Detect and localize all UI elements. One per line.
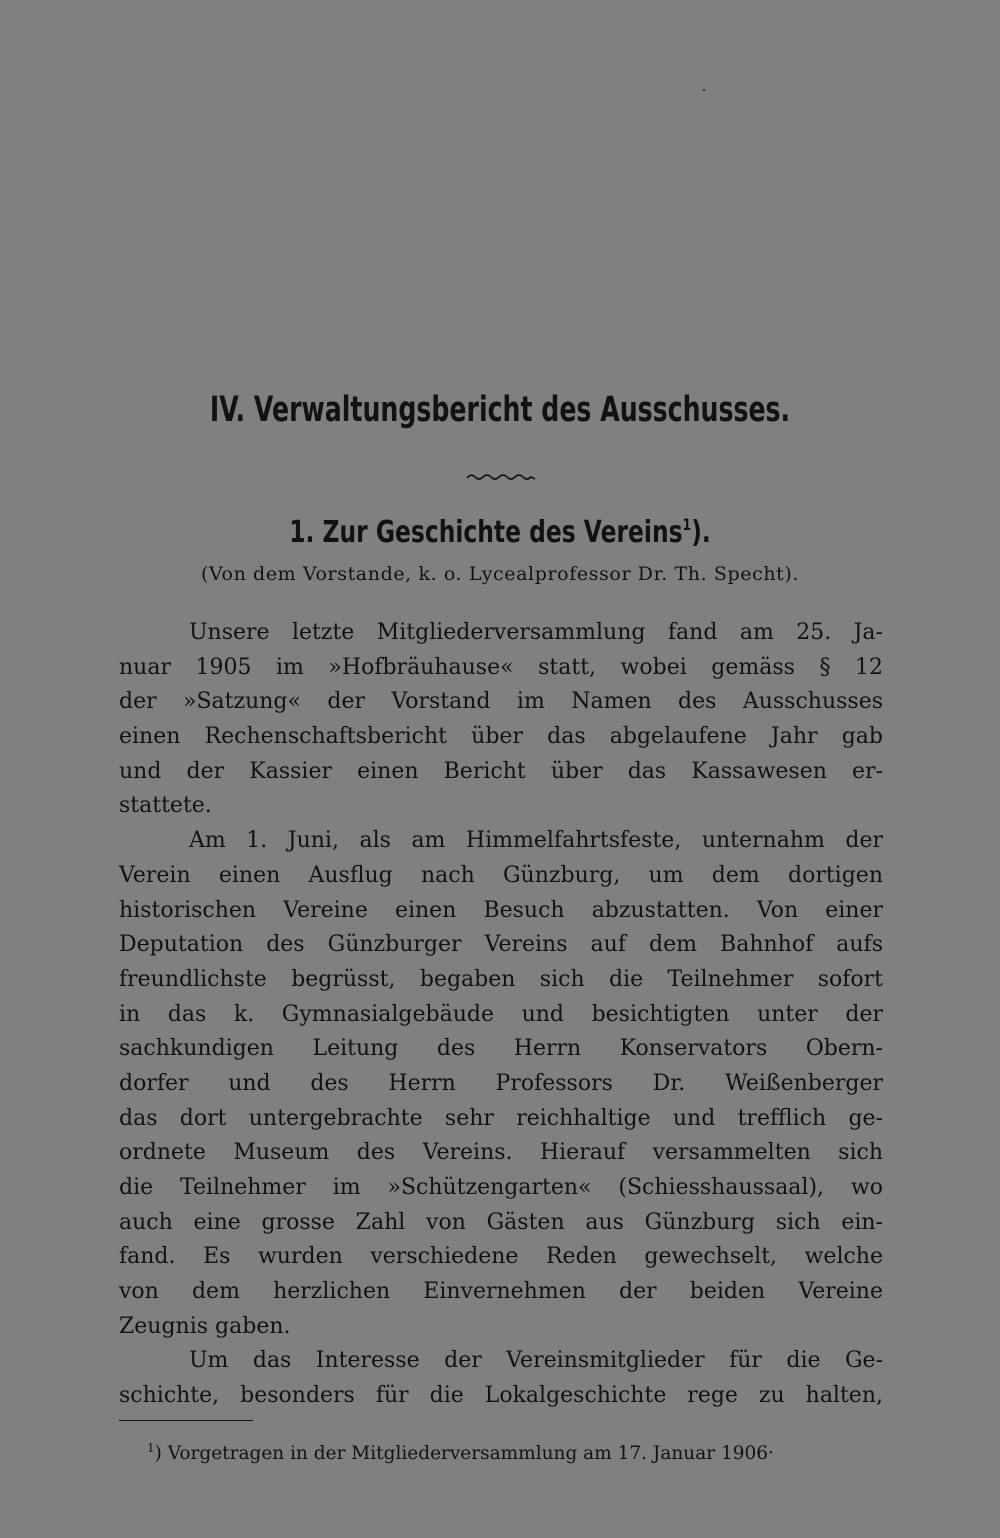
text-line: sachkundigen Leitung des Herrn Konservators Obern-	[119, 1036, 883, 1062]
text-line: fand. Es wurden verschiedene Reden gewechselt, welche	[119, 1244, 883, 1270]
text-line: Zeugnis gaben.	[119, 1313, 291, 1339]
text-line: die Teilnehmer im »Schützengarten« (Schiesshaussaal), wo	[119, 1175, 883, 1200]
text-line: Um das Interesse der Vereinsmitglieder für die Ge-	[189, 1348, 883, 1374]
text-line: Am 1. Juni, als am Himmelfahrtsfeste, unternahm der	[189, 828, 883, 854]
text-line: Deputation des Günzburger Vereins auf dem Bahnhof aufs	[119, 932, 883, 958]
text-line: historischen Vereine einen Besuch abzustatten. Von einer	[119, 897, 883, 923]
wave-ornament-icon	[465, 470, 537, 482]
text-line: Unsere letzte Mitgliederversammlung fand am 25. Ja-	[189, 620, 883, 645]
text-line: von dem herzlichen Einvernehmen der beiden Vereine	[119, 1279, 883, 1305]
footnote-text: Vorgetragen in der Mitgliederversammlung am 17. Januar 1906·	[167, 1443, 774, 1464]
text-line: nuar 1905 im »Hofbräuhause« statt, wobei gemäss § 12	[119, 654, 883, 680]
section-title-end: ).	[691, 515, 711, 550]
text-line: auch eine grosse Zahl von Gästen aus Günzburg sich ein-	[119, 1209, 883, 1235]
text-line: einen Rechenschaftsbericht über das abgelaufene Jahr gab	[119, 724, 883, 750]
text-line: dorfer und des Herrn Professors Dr. Weißenberger	[119, 1070, 883, 1096]
text-line: Verein einen Ausflug nach Günzburg, um dem dortigen	[119, 862, 883, 888]
footnote-marker-close: )	[154, 1443, 162, 1464]
chapter-title: IV. Verwaltungsbericht des Ausschusses.	[209, 390, 791, 430]
section-title-text: 1. Zur Geschichte des Vereins	[289, 515, 683, 550]
section-title	[110, 515, 890, 550]
text-line: der »Satzung« der Vorstand im Namen des Ausschusses	[119, 689, 883, 715]
text-line: freundlichste begrüsst, begaben sich die Teilnehmer sofort	[119, 966, 883, 992]
text-line: in das k. Gymnasialgebäude und besichtigten unter der	[119, 1001, 883, 1027]
text-line: ordnete Museum des Vereins. Hierauf versammelten sich	[119, 1140, 883, 1166]
footnote-rule	[119, 1420, 253, 1421]
scan-speck	[703, 89, 705, 91]
text-line: stattete.	[119, 793, 212, 819]
byline: (Von dem Vorstande, k. o. Lycealprofessor Dr. Th. Specht).	[200, 563, 800, 585]
footnote-marker: 1	[147, 1441, 155, 1455]
text-line: schichte, besonders für die Lokalgeschichte rege zu halten,	[119, 1383, 883, 1409]
footnote	[147, 1434, 883, 1468]
text-line: das dort untergebrachte sehr reichhaltige und trefflich ge-	[119, 1105, 883, 1131]
body-text	[119, 616, 883, 1414]
section-footnote-marker: 1	[682, 515, 692, 534]
text-line: und der Kassier einen Bericht über das Kassawesen er-	[119, 758, 883, 784]
